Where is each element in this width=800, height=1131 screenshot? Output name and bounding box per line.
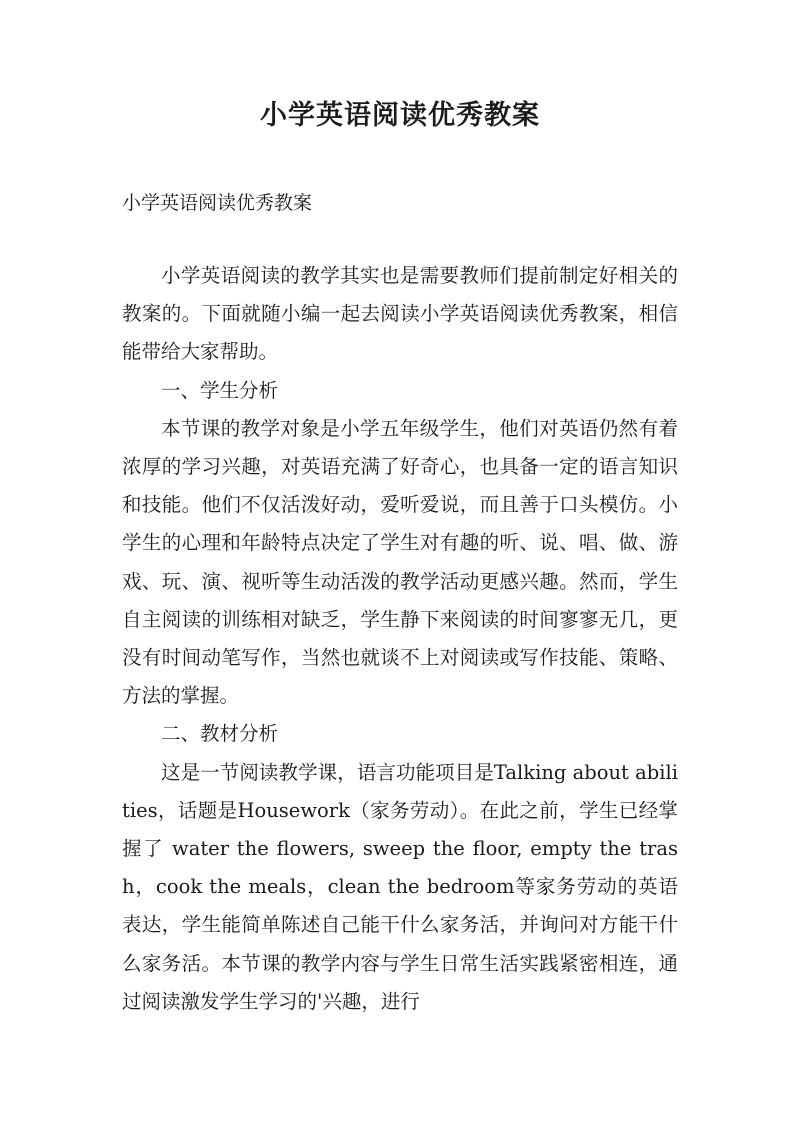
section-heading-textbook-analysis: 二、教材分析 — [161, 722, 279, 746]
student-analysis-paragraph: 本节课的教学对象是小学五年级学生，他们对英语仍然有着浓厚的学习兴趣，对英语充满了好奇心，也具备一定的语言知识和技能。他们不仅活泼好动，爱听爱说，而且善于口头模仿。小学生的心理和年龄特点决定了学生对有趣的听、说、唱、做、游戏、玩、演、视听等生动活泼的教学活动更感兴趣。然而，学生自主阅读的训练相对缺乏，学生静下来阅读的时间寥寥无几，更没有时间动笔写作，当然也就谈不上对阅读或写作技能、策略、方法的掌握。 — [122, 416, 678, 708]
document-title: 小学英语阅读优秀教案 — [260, 100, 540, 131]
section-heading-student-analysis: 一、学生分析 — [161, 378, 279, 402]
document-body — [122, 257, 678, 1021]
textbook-analysis-paragraph: 这是一节阅读教学课，语言功能项目是Talking about abilities，话题是Housework（家务劳动）。在此之前，学生已经掌握了 water the flowers, sweep the floor, empty the trash，cook the meals，clean the bedroom等家务劳动的英语表达，学生能简单陈述自己能干什么家务活，并询问对方能干什么家务活。本节课的教学内容与学生日常生活实践紧密相连，通过阅读激发学生学习的'兴趣，进行 — [122, 760, 678, 1013]
intro-paragraph: 小学英语阅读的教学其实也是需要教师们提前制定好相关的教案的。下面就随小编一起去阅读小学英语阅读优秀教案，相信能带给大家帮助。 — [122, 264, 678, 364]
document-subtitle: 小学英语阅读优秀教案 — [122, 192, 313, 214]
